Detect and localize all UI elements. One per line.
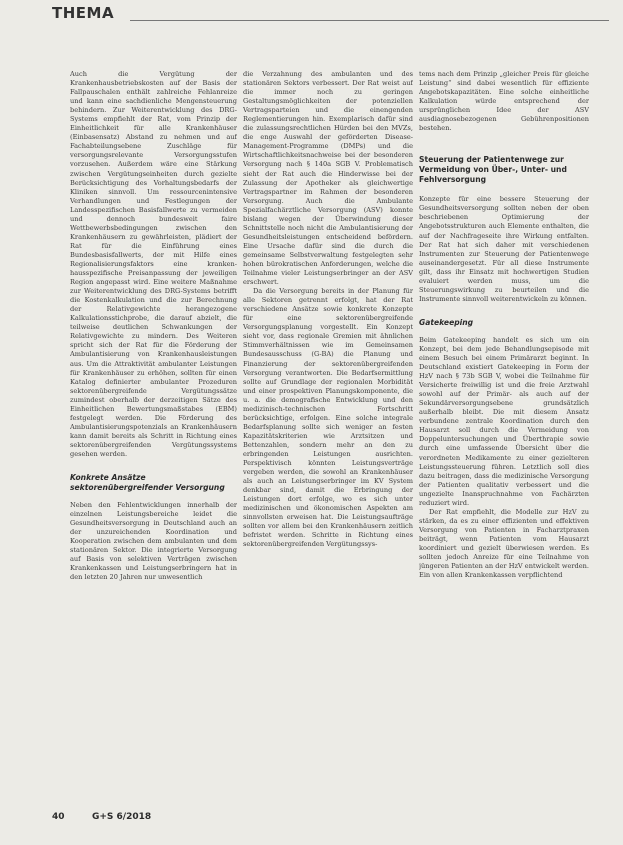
paragraph: die Verzahnung des ambulanten und des stationären Sektors verbessert. Der Rat weist auf die immer noch zu geringen Gestaltungsmöglichkeiten der potenziellen Vertragsparteien und die einengenden Reglementierungen hin. Exemplarisch dafür sind die zulassungsrechtlichen Hürden bei den MVZs, die enge Auswahl der geförderten Disease-Management-Programme (DMPs) und die Wirtschaftlichkeitsnachweise bei der besonderen Versorgung nach § 140a SGB V. Problematisch sieht der Rat auch die Hinderwisse bei der Zulassung der Apotheker als gleichwertige Vertragspartner im Rahmen der besonderen Versorgung. Auch die Ambulante Spezialfachärztliche Versorgung (ASV) konnte bislang wegen der Überwindung dieser Schnittstelle noch nicht die Ambulantisierung der Gesundheitsleistungen entscheidend befördern. Eine Ursache dafür sind die durch die gemeinsame Selbstverwaltung festgelegten sehr hohen bürokratischen Anforderungen, welche die Teilnahme vieler Leistungserbringer an der ASV erschwert. [243, 70, 413, 287]
paragraph: tems nach dem Prinzip „gleicher Preis für gleiche Leistung“ sind dabei wesentlich für effiziente Angebotskapazitäten. Eine solche einheitliche Kalkulation würde entsprechend der ursprünglichen Idee der ASV ausdiagnosebezogenen Gebührenpositionen bestehen. [419, 70, 589, 133]
paragraph: Der Rat empfiehlt, die Modelle zur HzV zu stärken, da es zu einer effizienten und effektiven Versorgung von Patienten in Facharztpraxen beiträgt, wenn Patienten vom Hausarzt koordiniert und gezielt überwiesen werden. Es sollten jedoch Anreize für eine Teilnahme von jüngeren Patienten an der HzV entwickelt werden. Ein von allen Krankenkassen verpflichtend [419, 507, 589, 580]
subheading-konkrete-ansaetze: Konkrete Ansätze sektorenübergreifender Versorgung [70, 473, 225, 493]
header-rule [130, 20, 609, 21]
section-title: THEMA [52, 4, 115, 22]
text-column-3 [419, 70, 589, 845]
paragraph: Neben den Fehlentwicklungen innerhalb der einzelnen Leistungsbereiche leidet die Gesundheitsversorgung in Deutschland auch an der unzureichenden Koordination und Kooperation zwischen dem ambulanten und dem stationären Sektor. Die integrierte Versorgung auf Basis von selektiven Verträgen zwischen Krankenkassen und Leistungserbringern hat in den letzten 20 Jahren nur unwesentlich [70, 501, 237, 582]
paragraph: Beim Gatekeeping handelt es sich um ein Konzept, bei dem jede Behandlungsepisode mit einem Besuch bei einem Primärarzt beginnt. In Deutschland existiert Gatekeeping in Form der HzV nach § 73b SGB V, wobei die Teilnahme für Versicherte freiwillig ist und die freie Arztwahl sowohl auf der Primär- als auch auf der Sekundärversorgungsebene grundsätzlich außerhalb bleibt. Die mit diesem Ansatz verbundene zentrale Koordination durch den Hausarzt soll durch die Vermeidung von Doppeluntersuchungen und Überthrapie sowie durch eine umfassende Übersicht über die verordneten Medikamente zu einer gezielteren Leistungssteuerung führen. Letztlich soll dies dazu beitragen, dass die medizinische Versorgung der Patienten qualitativ verbessert und die ungezielte Inanspruchnahme von Fachärzten reduziert wird. [419, 335, 589, 507]
subheading-gatekeeping: Gatekeeping [419, 317, 474, 327]
paragraph: Da die Versorgung bereits in der Planung für alle Sektoren getrennt erfolgt, hat der Rat verschiedene Ansätze sowie konkrete Konzepte für eine sektorenübergreifende Versorgungsplanung vorgestellt. Ein Konzept sieht vor, dass regionale Gremien mit ähnlichen Stimmverhältnissen wie im Gemeinsamen Bundesausschuss (G-BA) die Planung und Finanzierung der sektorenübergreifenden Versorgung verantworten. Die Bedarfsermittlung sollte auf Grundlage der regionalen Morbidität und einer prospektiven Planungskomponente, die u. a. die demografische Entwicklung und den medizinisch-technischen Fortschritt berücksichtige, erfolgen. Eine solche integrale Bedarfsplanung sollte sich weniger an festen Kapazitätskriterien wie Arztsitzen und Bettenzahlen, sondern mehr an den zu erbringenden Leistungen ausrichten. Perspektivisch könnten Leistungsverträge vergeben werden, die sowohl an Krankenhäuser als auch an Leistungserbringer im KV System denkbar sind, damit die Erbringung der Leistungen dort erfolge, wo es sich unter medizinischen und ökonomischen Aspekten am sinnvollsten erweisen hat. Die Leistungsaufträge sollten vor allem bei den Krankenhäusern zeitlich befristet werden. Schritte in Richtung eines sektorenübergreifenden Vergütungssys- [243, 287, 413, 549]
text-column-2 [243, 70, 413, 845]
paragraph: Auch die Vergütung der Krankenhausbetriebskosten auf der Basis der Fallpauschalen enthält zahlreiche Fehlanreize und kann eine sachdienliche Mengensteuerung behindern. Zur Weiterentwicklung des DRG-Systems empfiehlt der Rat, vom Prinzip der Einheitlichkeit für alle Krankenhäuser (Einbasensatz) Abstand zu nehmen und auf Fachabteilungsebene Zuschläge für versorgungsrelevante Versorgungsstufen vorzusehen. Außerdem wäre eine Stärkung zwischen Vergütungseinheiten durch gezielte Berücksichtigung des Vorhaltungsbedarfs der Kliniken sinnvoll. Um ressourcenintensive Verhandlungen und Festlegungen der Landesspezifischen Basisfallwerte zu vermeiden und dennoch bundesweit faire Wettbewerbsbedingungen zwischen den Krankenhäusern zu gewährleisten, plädiert der Rat für die Einführung eines Bundesbasisfallwerts, der mit Hilfe eines Regionalisierungsfaktors eine krankenhausspezifische Preisanpassung der jeweiligen Region angepasst wird. Eine weitere Maßnahme zur Weiterentwicklung des DRG-Systems betrifft die Kostenkalkulation und die zur Berechnung der Relativgewichte herangezogene Kalkulationsstichprobe, die darauf abzielt, die teilweise deutlichen Schwankungen der Relativgewichte zu mindern. Des Weiteren spricht sich der Rat für die Förderung der Ambulantisierung von Krankenhausleistungen aus. Um die Attraktivität ambulanter Leistungen für Krankenhäuser zu erhöhen, sollten für einen Katalog definierter ambulanter Prozeduren sektorenübergreifende Vergütungssätze zumindest oberhalb der derzeitigen Sätze des Einheitlichen Bewertungsmaßstabes (EBM) festgelegt werden. Die Förderung des Ambulantisierungspotenzials an Krankenhäusern kann damit bereits als Schritt in Richtung eines sektorenübergreifenden Vergütungssystems gesehen werden. [70, 70, 237, 458]
magazine-issue: G+S 6/2018 [92, 812, 152, 822]
text-column-1 [70, 70, 237, 845]
subheading-patientenwege: Steuerung der Patientenwege zur Vermeidung von Über-, Unter- und Fehlversorgung [419, 155, 567, 185]
paragraph: Konzepte für eine bessere Steuerung der Gesundheitsversorgung sollten neben der oben beschriebenen Optimierung der Angebotsstrukturen auch Elemente enthalten, die auf der Nachfrageseite ihre Wirkung entfalten. Der Rat hat sich daher mit verschiedenen Instrumenten zur Steuerung der Patientenwege auseinandergesetzt. Für all diese Instrumente gilt, dass ihr Einsatz mit hochwertigen Studien evaluiert werden muss, um die Steuerungswirkung zu beurteilen und die Instrumente sinnvoll weiterentwickeln zu können. [419, 195, 589, 303]
page-header [0, 2, 623, 24]
page-number: 40 [52, 812, 65, 822]
